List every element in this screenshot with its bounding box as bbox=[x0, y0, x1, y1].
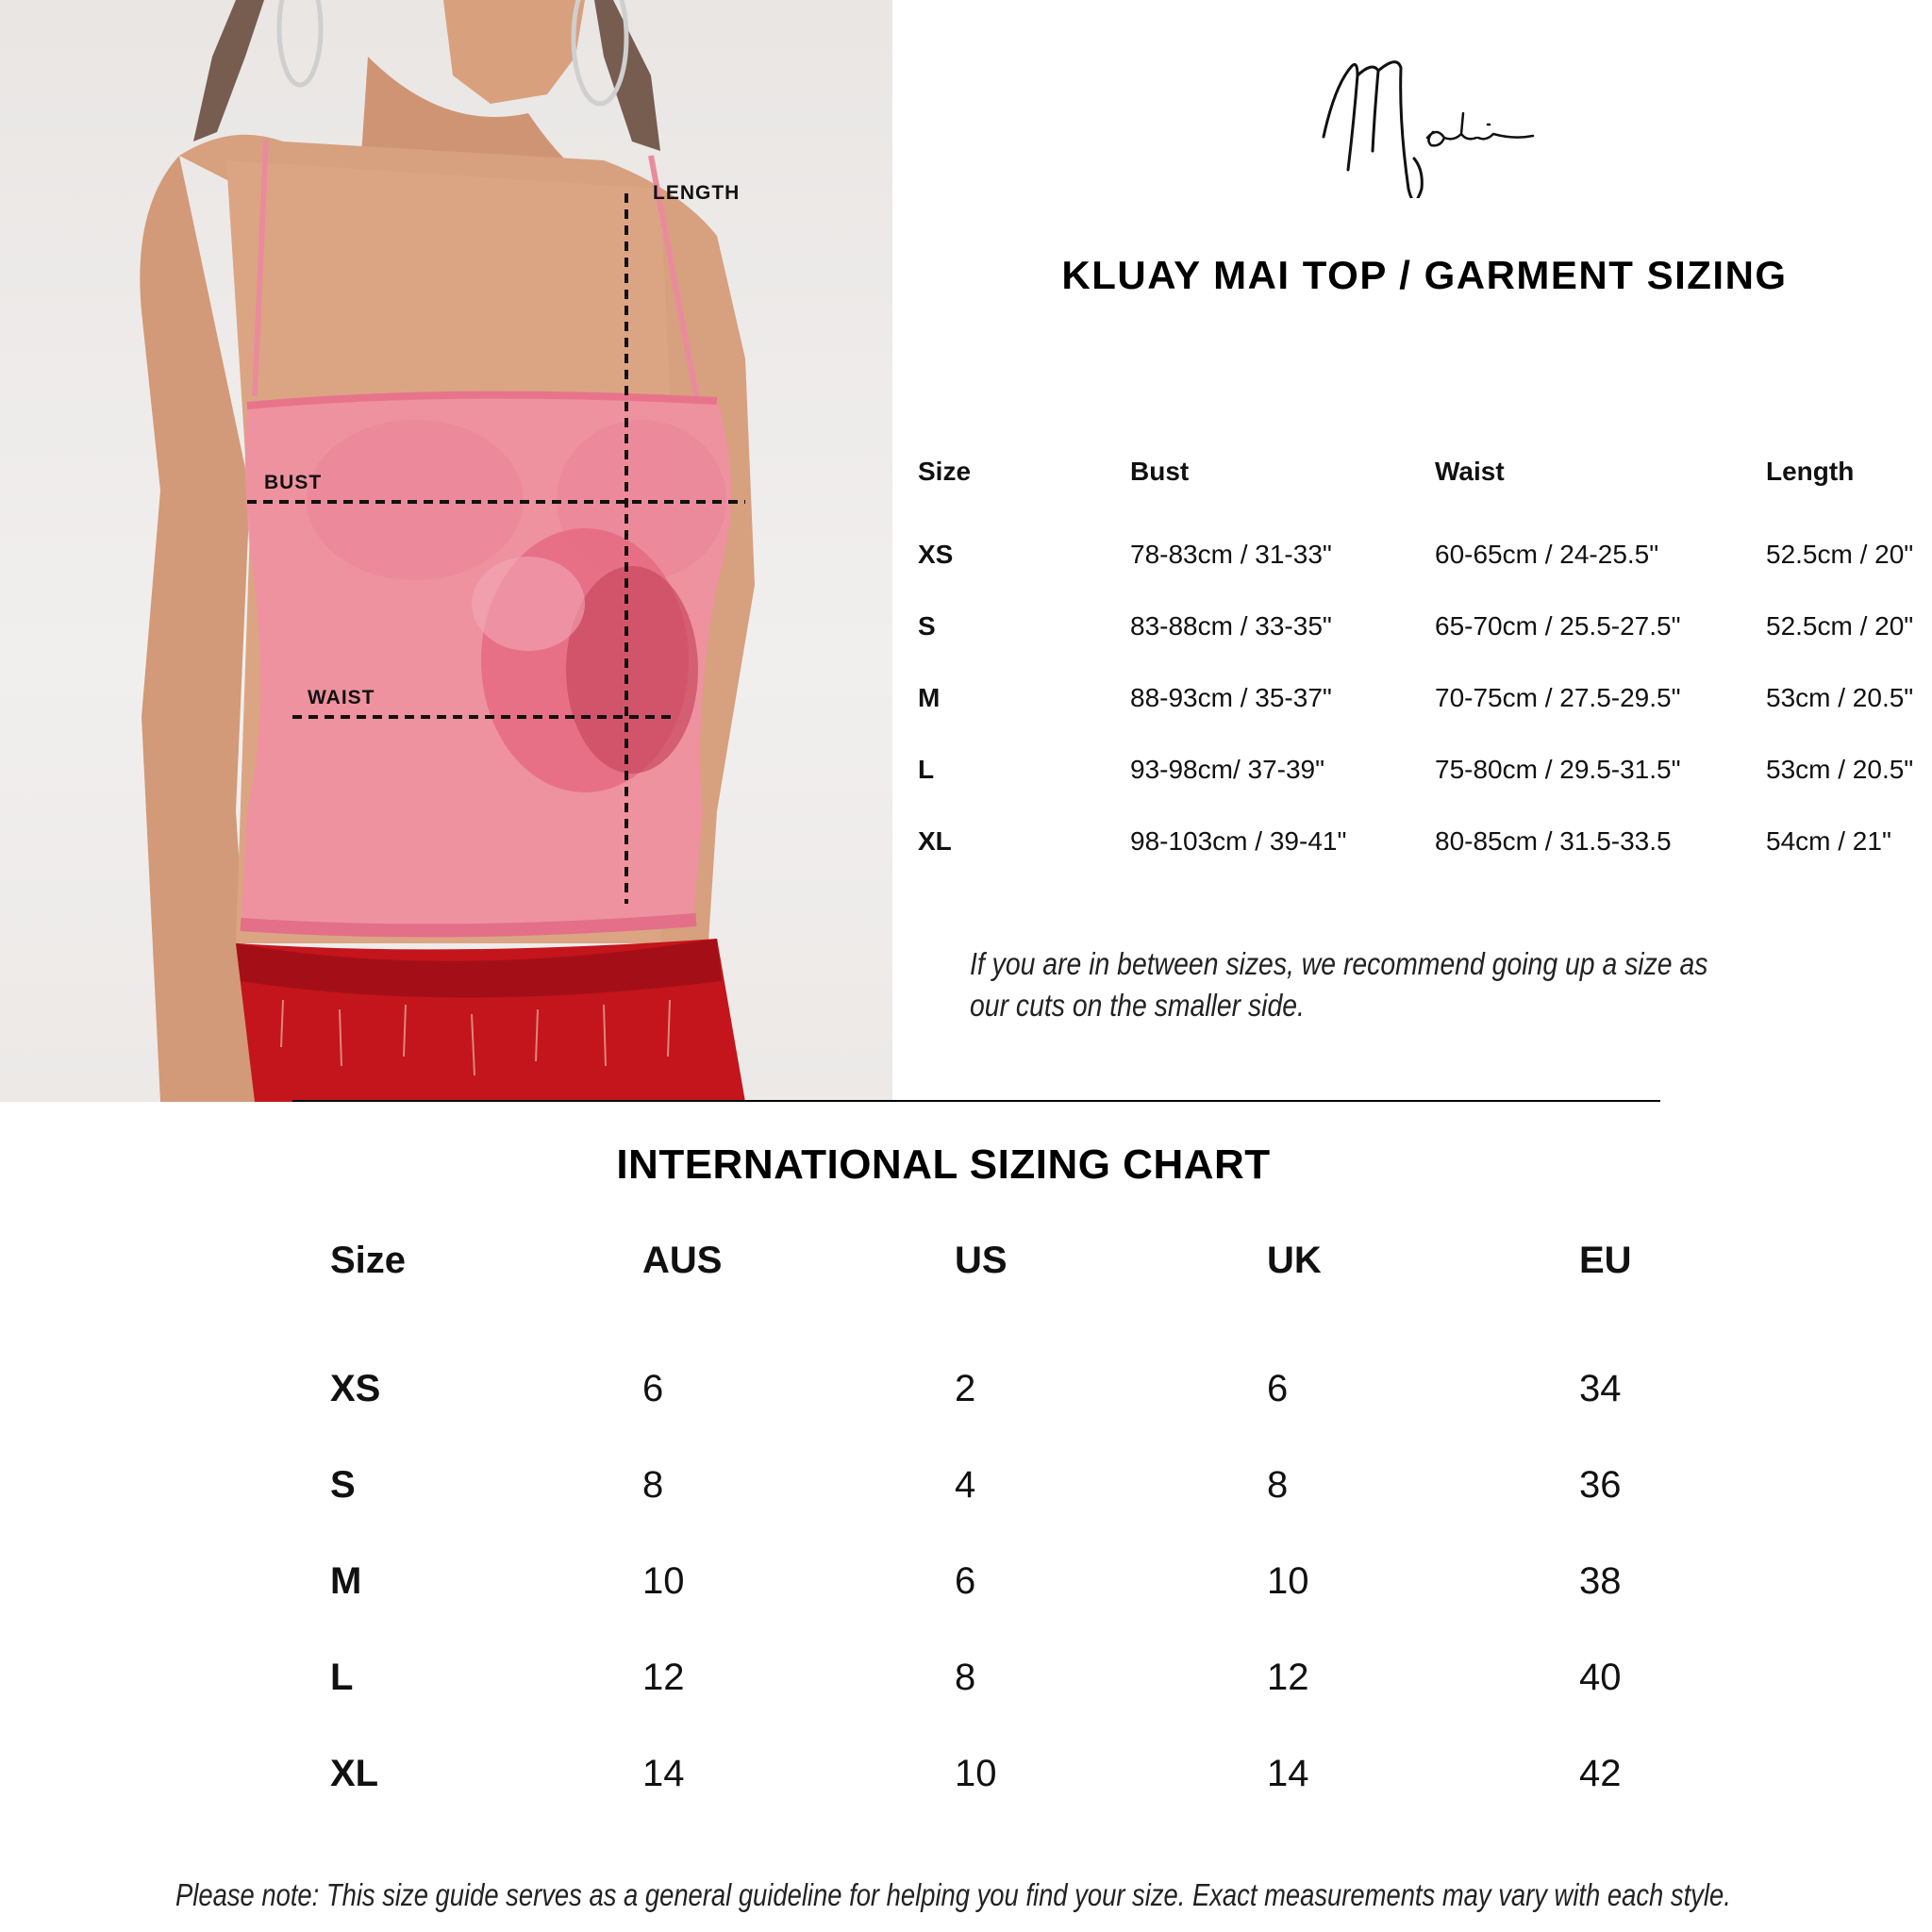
model-illustration bbox=[0, 0, 892, 1102]
waist-label: WAIST bbox=[308, 687, 375, 708]
garment-header-length: Length bbox=[1766, 457, 1855, 486]
bust-label: BUST bbox=[264, 472, 323, 493]
garment-row-bust: 98-103cm / 39-41" bbox=[1130, 826, 1347, 856]
intl-row-size: XL bbox=[330, 1753, 379, 1794]
intl-row-size: M bbox=[330, 1560, 362, 1602]
size-guide-disclaimer: Please note: This size guide serves as a general guideline for helping you find your size. Exact measurements may vary with each style. bbox=[175, 1877, 1731, 1912]
garment-row-waist: 75-80cm / 29.5-31.5" bbox=[1435, 755, 1681, 784]
garment-row-length: 52.5cm / 20" bbox=[1766, 540, 1914, 569]
garment-header-waist: Waist bbox=[1435, 457, 1505, 486]
intl-row-size: L bbox=[330, 1657, 354, 1698]
intl-header-uk: UK bbox=[1267, 1240, 1322, 1281]
intl-row-uk: 6 bbox=[1267, 1368, 1289, 1409]
brand-logo bbox=[1316, 47, 1542, 198]
intl-row-uk: 14 bbox=[1267, 1753, 1309, 1794]
garment-row-length: 52.5cm / 20" bbox=[1766, 611, 1914, 641]
intl-row-aus: 10 bbox=[642, 1560, 685, 1602]
garment-row-length: 53cm / 20.5" bbox=[1766, 755, 1914, 784]
intl-row-eu: 40 bbox=[1579, 1657, 1622, 1698]
garment-sizing-title: KLUAY MAI TOP / GARMENT SIZING bbox=[1061, 253, 1788, 297]
intl-header-aus: AUS bbox=[642, 1240, 723, 1281]
intl-row-eu: 42 bbox=[1579, 1753, 1622, 1794]
garment-row-length: 53cm / 20.5" bbox=[1766, 683, 1914, 712]
intl-header-us: US bbox=[955, 1240, 1008, 1281]
sizing-recommendation-note: If you are in between sizes, we recommend going up a size as our cuts on the smaller side. bbox=[970, 946, 1708, 1023]
intl-row-eu: 34 bbox=[1579, 1368, 1622, 1409]
intl-row-eu: 38 bbox=[1579, 1560, 1622, 1602]
garment-row-size: L bbox=[918, 755, 935, 784]
garment-row-waist: 70-75cm / 27.5-29.5" bbox=[1435, 683, 1681, 712]
garment-row-waist: 60-65cm / 24-25.5" bbox=[1435, 540, 1659, 569]
garment-row-size: XS bbox=[918, 540, 954, 569]
intl-row-size: S bbox=[330, 1464, 356, 1506]
garment-row-bust: 83-88cm / 33-35" bbox=[1130, 611, 1332, 641]
garment-row-size: XL bbox=[918, 826, 952, 856]
intl-row-uk: 10 bbox=[1267, 1560, 1309, 1602]
intl-row-eu: 36 bbox=[1579, 1464, 1622, 1506]
garment-row-waist: 65-70cm / 25.5-27.5" bbox=[1435, 611, 1681, 641]
garment-row-bust: 78-83cm / 31-33" bbox=[1130, 540, 1332, 569]
garment-row-waist: 80-85cm / 31.5-33.5 bbox=[1435, 826, 1672, 856]
intl-header-size: Size bbox=[330, 1240, 407, 1281]
intl-row-uk: 12 bbox=[1267, 1657, 1309, 1698]
garment-row-bust: 88-93cm / 35-37" bbox=[1130, 683, 1332, 712]
intl-row-size: XS bbox=[330, 1368, 381, 1409]
garment-header-bust: Bust bbox=[1130, 457, 1190, 486]
intl-header-eu: EU bbox=[1579, 1240, 1632, 1281]
international-chart-title: INTERNATIONAL SIZING CHART bbox=[616, 1141, 1271, 1188]
intl-row-us: 10 bbox=[955, 1753, 997, 1794]
intl-row-us: 2 bbox=[955, 1368, 976, 1409]
intl-row-aus: 8 bbox=[642, 1464, 664, 1506]
intl-row-us: 6 bbox=[955, 1560, 976, 1602]
intl-row-aus: 12 bbox=[642, 1657, 685, 1698]
intl-row-us: 8 bbox=[955, 1657, 976, 1698]
intl-row-uk: 8 bbox=[1267, 1464, 1289, 1506]
intl-row-us: 4 bbox=[955, 1464, 976, 1506]
garment-header-size: Size bbox=[918, 457, 972, 486]
garment-row-bust: 93-98cm/ 37-39" bbox=[1130, 755, 1325, 784]
garment-row-size: M bbox=[918, 683, 941, 712]
product-photo bbox=[0, 0, 892, 1102]
garment-row-length: 54cm / 21" bbox=[1766, 826, 1891, 856]
garment-row-size: S bbox=[918, 611, 936, 641]
intl-row-aus: 14 bbox=[642, 1753, 685, 1794]
intl-row-aus: 6 bbox=[642, 1368, 664, 1409]
length-label: LENGTH bbox=[653, 182, 741, 204]
section-divider bbox=[292, 1100, 1660, 1102]
